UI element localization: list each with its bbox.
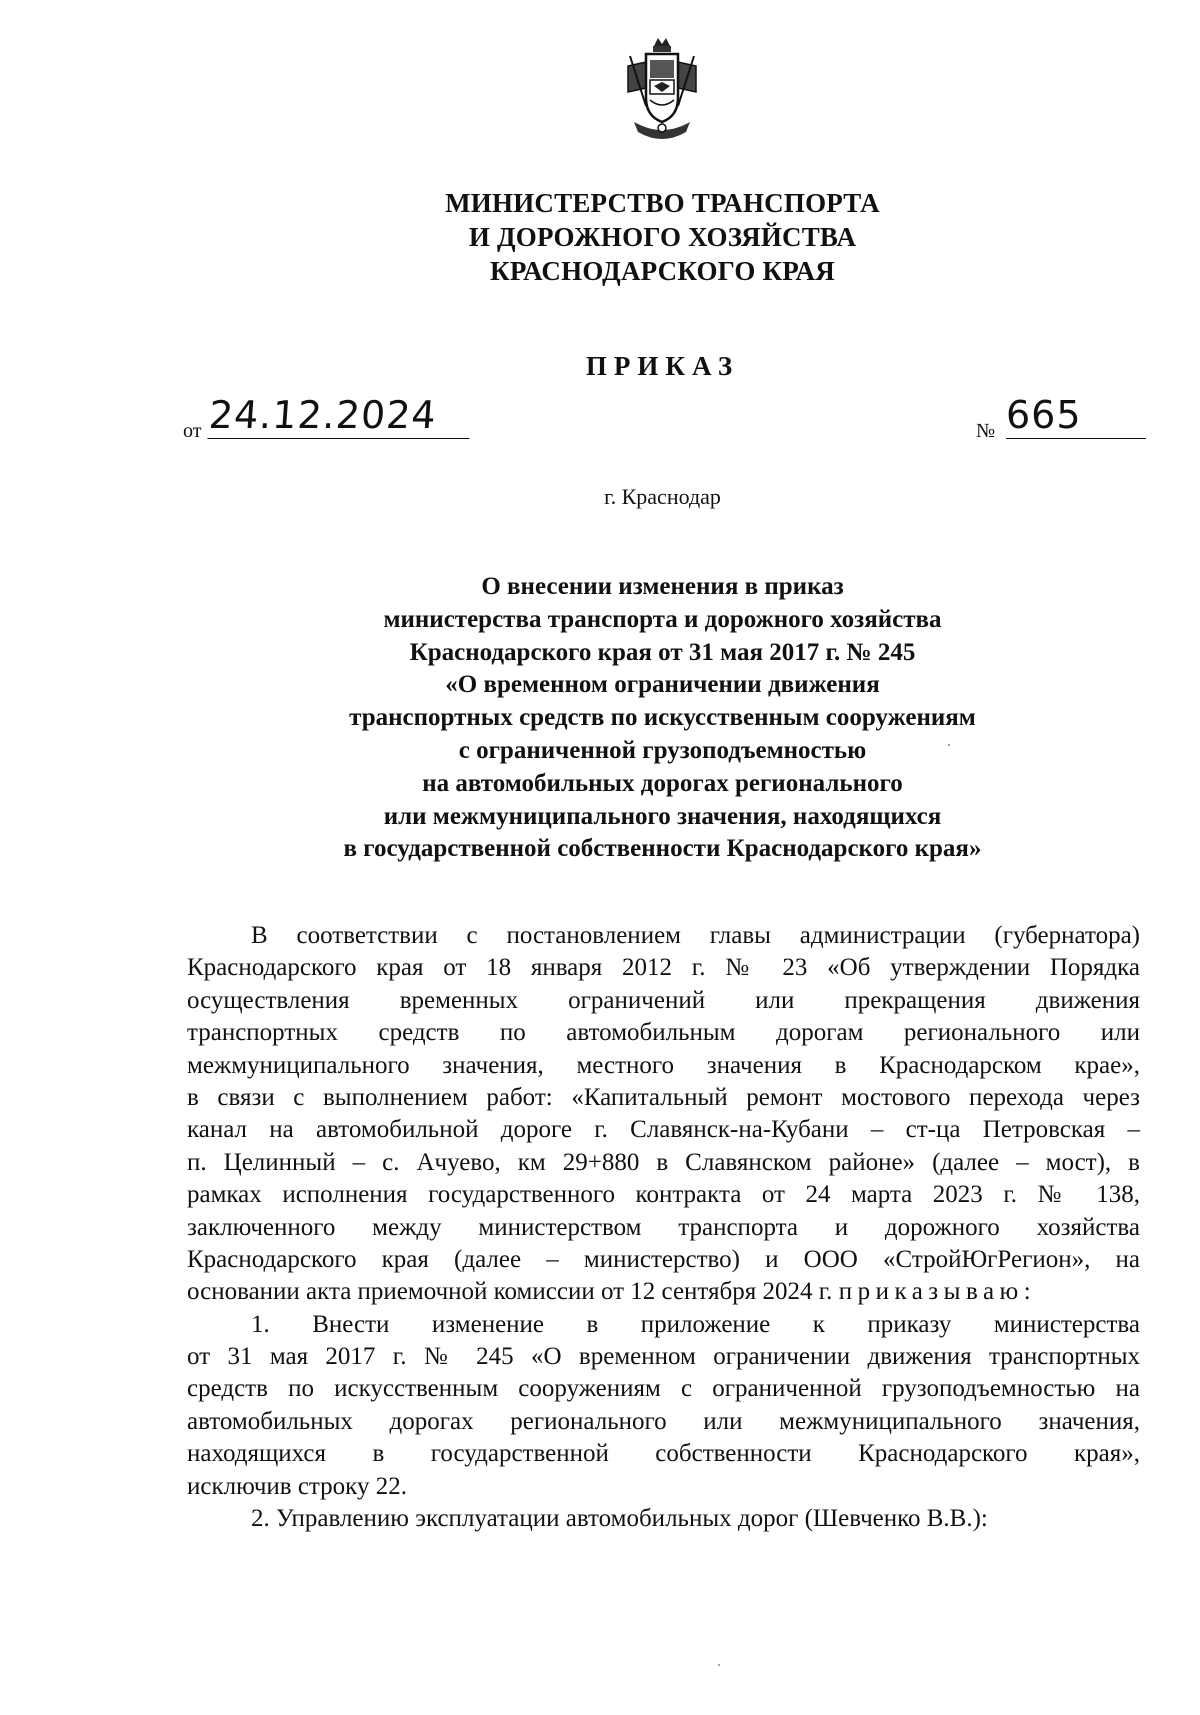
order-title [0, 571, 1200, 866]
body-line: транспортных средств по автомобильным дорогам регионального или [187, 1019, 1140, 1047]
order-word: приказываю: [838, 1278, 1037, 1306]
title-line: с ограниченной грузоподъемностью [458, 736, 867, 764]
item2-line: 2. Управлению эксплуатации автомобильных дорог (Шевченко В.В.): [251, 1505, 988, 1533]
item1-line: исключив строку 22. [187, 1472, 407, 1500]
title-line: О внесении изменения в приказ [481, 573, 844, 600]
ministry-name-line: КРАСНОДАРСКОГО КРАЯ [490, 256, 835, 286]
body-line-order [187, 1276, 1140, 1308]
title-line: «О временном ограничении движения [445, 671, 880, 699]
ministry-name-line: МИНИСТЕРСТВО ТРАНСПОРТА [445, 188, 880, 218]
item1-line: средств по искусственным сооружениям с ограниченной грузоподъемностью на [187, 1375, 1140, 1403]
date-prefix: от [183, 420, 202, 442]
krasnodar-coat-of-arms-icon [620, 36, 704, 146]
ministry-name-line: И ДОРОЖНОГО ХОЗЯЙСТВА [468, 222, 857, 252]
body-line: рамках исполнения государственного контракта от 24 марта 2023 г. № 138, [187, 1181, 1140, 1209]
city-line: г. Краснодар [604, 484, 721, 509]
title-line: на автомобильных дорогах регионального [422, 769, 903, 797]
number-handwritten-value: 665 [1006, 392, 1146, 439]
item1-line: 1. Внести изменение в приложение к приказу министерства [251, 1310, 1140, 1338]
body-line: Краснодарского края (далее – министерство) и ООО «СтройЮгРегион», на [187, 1245, 1140, 1273]
ministry-name [0, 186, 1200, 288]
title-line: транспортных средств по искусственным сооружениям [349, 704, 976, 732]
number-prefix: № [976, 420, 996, 442]
item1-line: находящихся в государственной собственности Краснодарского края», [187, 1440, 1140, 1468]
body-line: канал на автомобильной дороге г. Славянск-на-Кубани – ст-ца Петровская – [187, 1116, 1140, 1144]
item1-line: автомобильных дорогах регионального или межмуниципального значения, [187, 1407, 1140, 1435]
body-line: осуществления временных ограничений или прекращения движения [187, 986, 1140, 1014]
body-line-text: основании акта приемочной комиссии от 12 сентября 2024 г. [187, 1278, 833, 1306]
body-line: В соответствии с постановлением главы администрации (губернатора) [251, 922, 1140, 949]
title-line: или межмуниципального значения, находящихся [383, 802, 942, 830]
body-line: Краснодарского края от 18 января 2012 г. № 23 «Об утверждении Порядка [187, 954, 1140, 982]
body-line: п. Целинный – с. Ачуево, км 29+880 в Славянском районе» (далее – мост), в [187, 1148, 1140, 1176]
title-line: в государственной собственности Краснодарского края» [343, 835, 982, 863]
item1-line: от 31 мая 2017 г. № 245 «О временном ограничении движения транспортных [187, 1343, 1140, 1371]
body-line: межмуниципального значения, местного значения в Краснодарском крае», [187, 1051, 1140, 1079]
body-line: заключенного между министерством транспорта и дорожного хозяйства [187, 1213, 1140, 1241]
date-handwritten-value: 24.12.2024 [207, 392, 472, 439]
scan-speck [718, 1664, 720, 1666]
body-line: в связи с выполнением работ: «Капитальный ремонт мостового перехода через [187, 1083, 1140, 1111]
title-line: министерства транспорта и дорожного хозяйства [383, 605, 942, 633]
scan-speck [948, 744, 950, 746]
order-body [187, 920, 1140, 1535]
document-type-heading: ПРИКАЗ [585, 351, 740, 381]
title-line: Краснодарского края от 31 мая 2017 г. № 245 [409, 638, 916, 666]
